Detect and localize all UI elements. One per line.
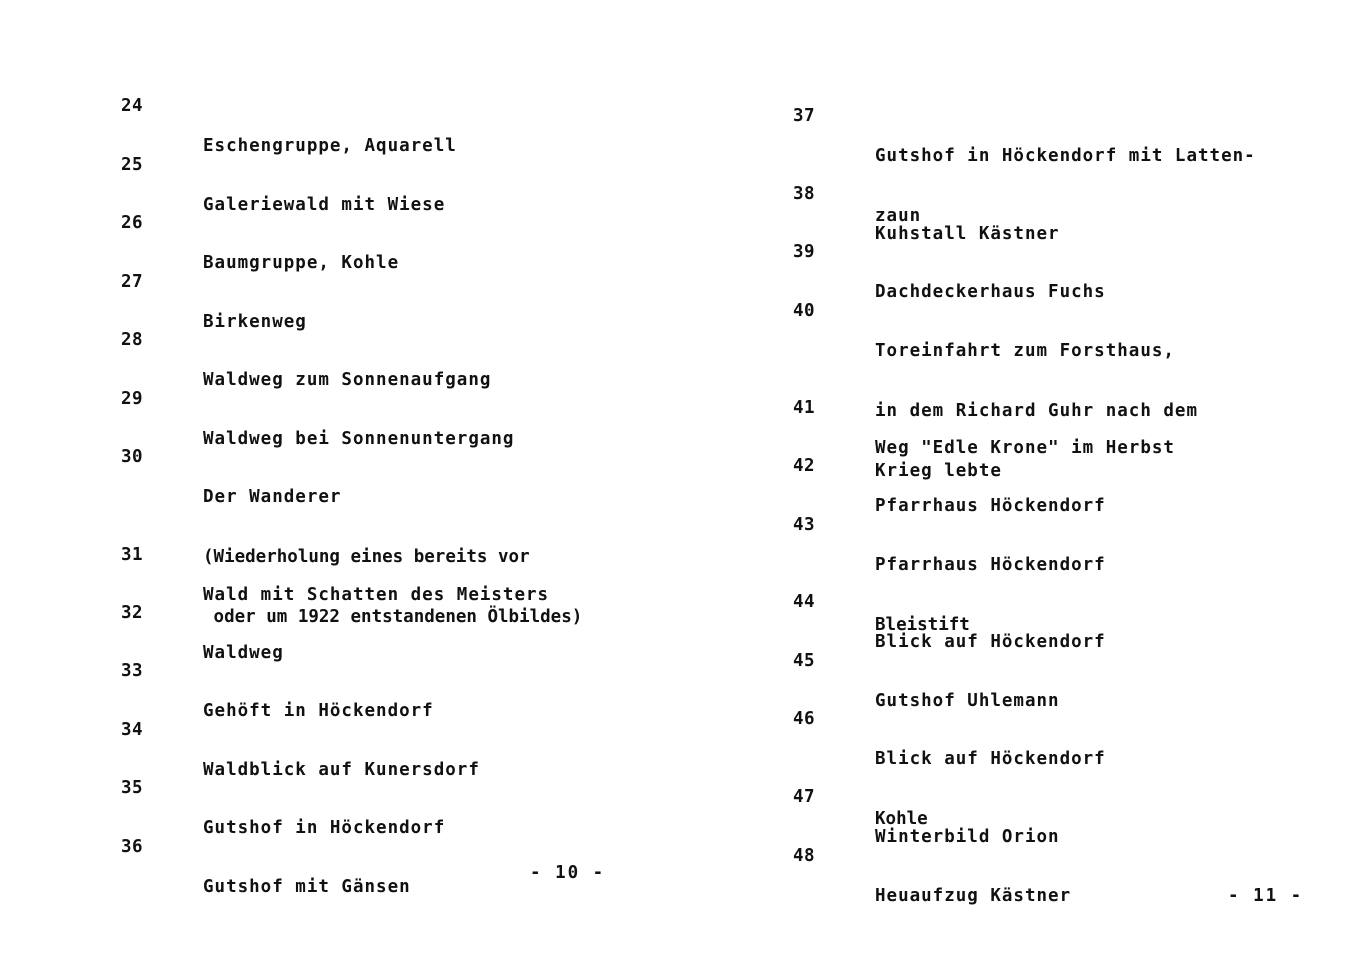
entry-title-line: Gutshof in Höckendorf [203,818,446,838]
entry-number: 47 [793,787,816,807]
entry-number: 31 [121,545,144,565]
entry-title-line: oder um 1922 entstandenen Ölbildes) [203,607,583,627]
entry-title-line: Kohle [875,809,928,829]
entry-title-line: Waldweg zum Sonnenaufgang [203,370,492,390]
entry-title-line: Gutshof in Höckendorf mit Latten- [875,146,1256,166]
entry-title-line: Baumgruppe, Kohle [203,253,400,273]
entry-title-line: Birkenweg [203,312,307,332]
entry-title [203,837,411,937]
entry-number: 44 [793,592,816,612]
entry-title-line: Winterbild Orion [875,827,1060,847]
left-page [0,0,680,968]
entry-title-line: Waldweg [203,643,284,663]
entry-title-line: Krieg lebte [875,461,1002,481]
entry-number: 38 [793,184,816,204]
entry-title-line: Weg "Edle Krone" im Herbst [875,438,1175,458]
entry-title-line: Kuhstall Kästner [875,224,1060,244]
page-number: - 11 - [1228,886,1304,906]
entry-number: 35 [121,778,144,798]
entry-title-line: Wald mit Schatten des Meisters [203,585,550,605]
entry-number: 32 [121,603,144,623]
entry-number: 33 [121,661,144,681]
entry-title-line: Blick auf Höckendorf [875,749,1106,769]
entry-title-line: Toreinfahrt zum Forsthaus, [875,341,1175,361]
entry-number: 24 [121,96,144,116]
entry-title-line: Heuaufzug Kästner [875,886,1072,906]
entry-title-line: (Wiederholung eines bereits vor [203,547,530,567]
entry-number: 41 [793,398,816,418]
entry-number: 43 [793,515,816,535]
entry-number: 29 [121,389,144,409]
entry-title-line: Waldweg bei Sonnenuntergang [203,429,515,449]
entry-number: 30 [121,447,144,467]
entry-number: 42 [793,456,816,476]
entry-title-line: Pfarrhaus Höckendorf [875,555,1106,575]
entry-title-line: Pfarrhaus Höckendorf [875,496,1106,516]
entry-title-line: in dem Richard Guhr nach dem [875,401,1199,421]
entry-number: 25 [121,155,144,175]
page-number: - 10 - [530,863,606,883]
entry-title-line: Bleistift [875,615,970,635]
entry-number: 26 [121,213,144,233]
entry-title [875,846,1071,946]
entry-number: 40 [793,301,816,321]
right-page [680,0,1365,968]
entry-title-line: Blick auf Höckendorf [875,632,1106,652]
entry-title-line: Gehöft in Höckendorf [203,701,434,721]
entry-title-line: Dachdeckerhaus Fuchs [875,282,1106,302]
entry-number: 48 [793,846,816,866]
entry-number: 28 [121,330,144,350]
entry-number: 46 [793,709,816,729]
entry-number: 34 [121,720,144,740]
entry-number: 27 [121,272,144,292]
entry-title-line: Eschengruppe, Aquarell [203,136,457,156]
entry-number: 45 [793,651,816,671]
entry-title-line: Waldblick auf Kunersdorf [203,760,480,780]
entry-number: 37 [793,106,816,126]
entry-number: 36 [121,837,144,857]
entry-title-line: Gutshof Uhlemann [875,691,1060,711]
entry-title-line: Der Wanderer [203,487,342,507]
entry-title-line: Galeriewald mit Wiese [203,195,446,215]
entry-title-line: zaun [875,206,922,226]
entry-title-line: Gutshof mit Gänsen [203,877,411,897]
entry-number: 39 [793,242,816,262]
